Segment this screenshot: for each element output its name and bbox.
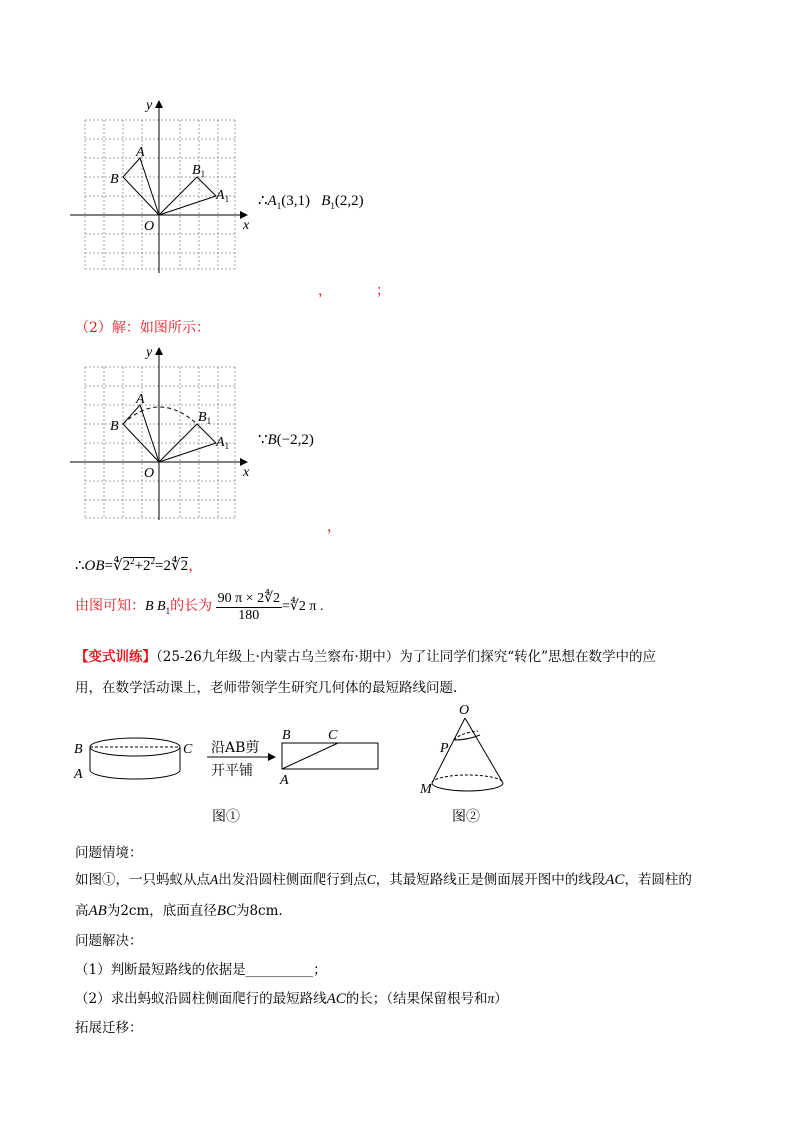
arc-length-equation: 由图可知：B $B_1$的长为 $\frac{90 \pi \times 2∜2}{180}$ =∜2 π . bbox=[75, 591, 324, 623]
point-a1-label: $A_1$ bbox=[216, 435, 230, 451]
arrow-label-bottom: 开平铺 bbox=[211, 763, 253, 779]
fig2-caption: 图② bbox=[452, 809, 480, 825]
situation-line-2: 高AB为2cm，底面直径BC为8cm. bbox=[75, 903, 283, 919]
question-1: （1）判断最短路线的依据是__________； bbox=[75, 962, 327, 978]
fig2-label-o: O bbox=[459, 703, 470, 718]
coords-line: $\therefore A_1(3,1)$ $B_1(2,2)$ bbox=[258, 193, 364, 211]
point-a1-label: $A_1$ bbox=[216, 188, 230, 204]
solve-title: 问题解决： bbox=[75, 933, 143, 949]
point-b1-label: $B_1$ bbox=[198, 410, 212, 426]
situation-title: 问题情境： bbox=[75, 845, 143, 861]
arrow-label-top: 沿AB剪 bbox=[211, 740, 260, 756]
fig1-label-c: C bbox=[183, 742, 193, 757]
question-2: （2）求出蚂蚁沿圆柱侧面爬行的最短路线AC的长；（结果保留根号和π） bbox=[75, 991, 508, 1007]
y-axis-label: y bbox=[146, 98, 153, 113]
because-line: ∵B(−2,2) bbox=[258, 432, 314, 448]
point-a-label: A bbox=[136, 392, 145, 407]
punct-semicolon-1: ； bbox=[376, 283, 390, 299]
extend-title: 拓展迁移： bbox=[75, 1020, 143, 1036]
fig1-label-a: A bbox=[74, 767, 83, 782]
rect-label-a: A bbox=[280, 773, 289, 788]
rect-label-c: C bbox=[328, 728, 338, 743]
point-a-label: A bbox=[136, 145, 145, 160]
variant-line-2: 用，在数学活动课上，老师带领学生研究几何体的最短路线问题. bbox=[75, 680, 458, 696]
figure-1-cylinder-unfolding bbox=[70, 720, 400, 830]
fig1-caption: 图① bbox=[212, 809, 240, 825]
point-b-label: B bbox=[110, 419, 119, 434]
ob-equation: $\therefore OB=∜2^2+2^2=2∜2$， bbox=[75, 556, 204, 574]
point-b-label: B bbox=[110, 172, 119, 187]
origin-label: O bbox=[144, 219, 155, 234]
variant-line-1: 【变式训练】（25-26九年级上·内蒙古乌兰察布·期中）为了让同学们探究“转化”思想在数学中的应 bbox=[75, 649, 657, 665]
punct-comma-2: ， bbox=[327, 519, 341, 535]
figure-2-cone bbox=[410, 700, 530, 830]
rect-label-b: B bbox=[282, 728, 291, 743]
point-b1-label: $B_1$ bbox=[192, 163, 206, 179]
situation-line-1: 如图①，一只蚂蚁从点A出发沿圆柱侧面爬行到点C，其最短路线正是侧面展开图中的线段AC，若圆柱的 bbox=[75, 872, 692, 888]
coordinate-graph-1 bbox=[60, 95, 260, 275]
x-axis-label: x bbox=[243, 465, 250, 480]
punct-comma-1: ， bbox=[318, 283, 332, 299]
part2-header: （2）解：如图所示： bbox=[75, 320, 210, 336]
fig2-label-p: P bbox=[440, 741, 449, 756]
coordinate-graph-2 bbox=[60, 342, 260, 522]
origin-label: O bbox=[144, 466, 155, 481]
fig2-label-m: M bbox=[420, 782, 432, 797]
x-axis-label: x bbox=[243, 218, 250, 233]
fig1-label-b: B bbox=[74, 742, 83, 757]
y-axis-label: y bbox=[146, 345, 153, 360]
